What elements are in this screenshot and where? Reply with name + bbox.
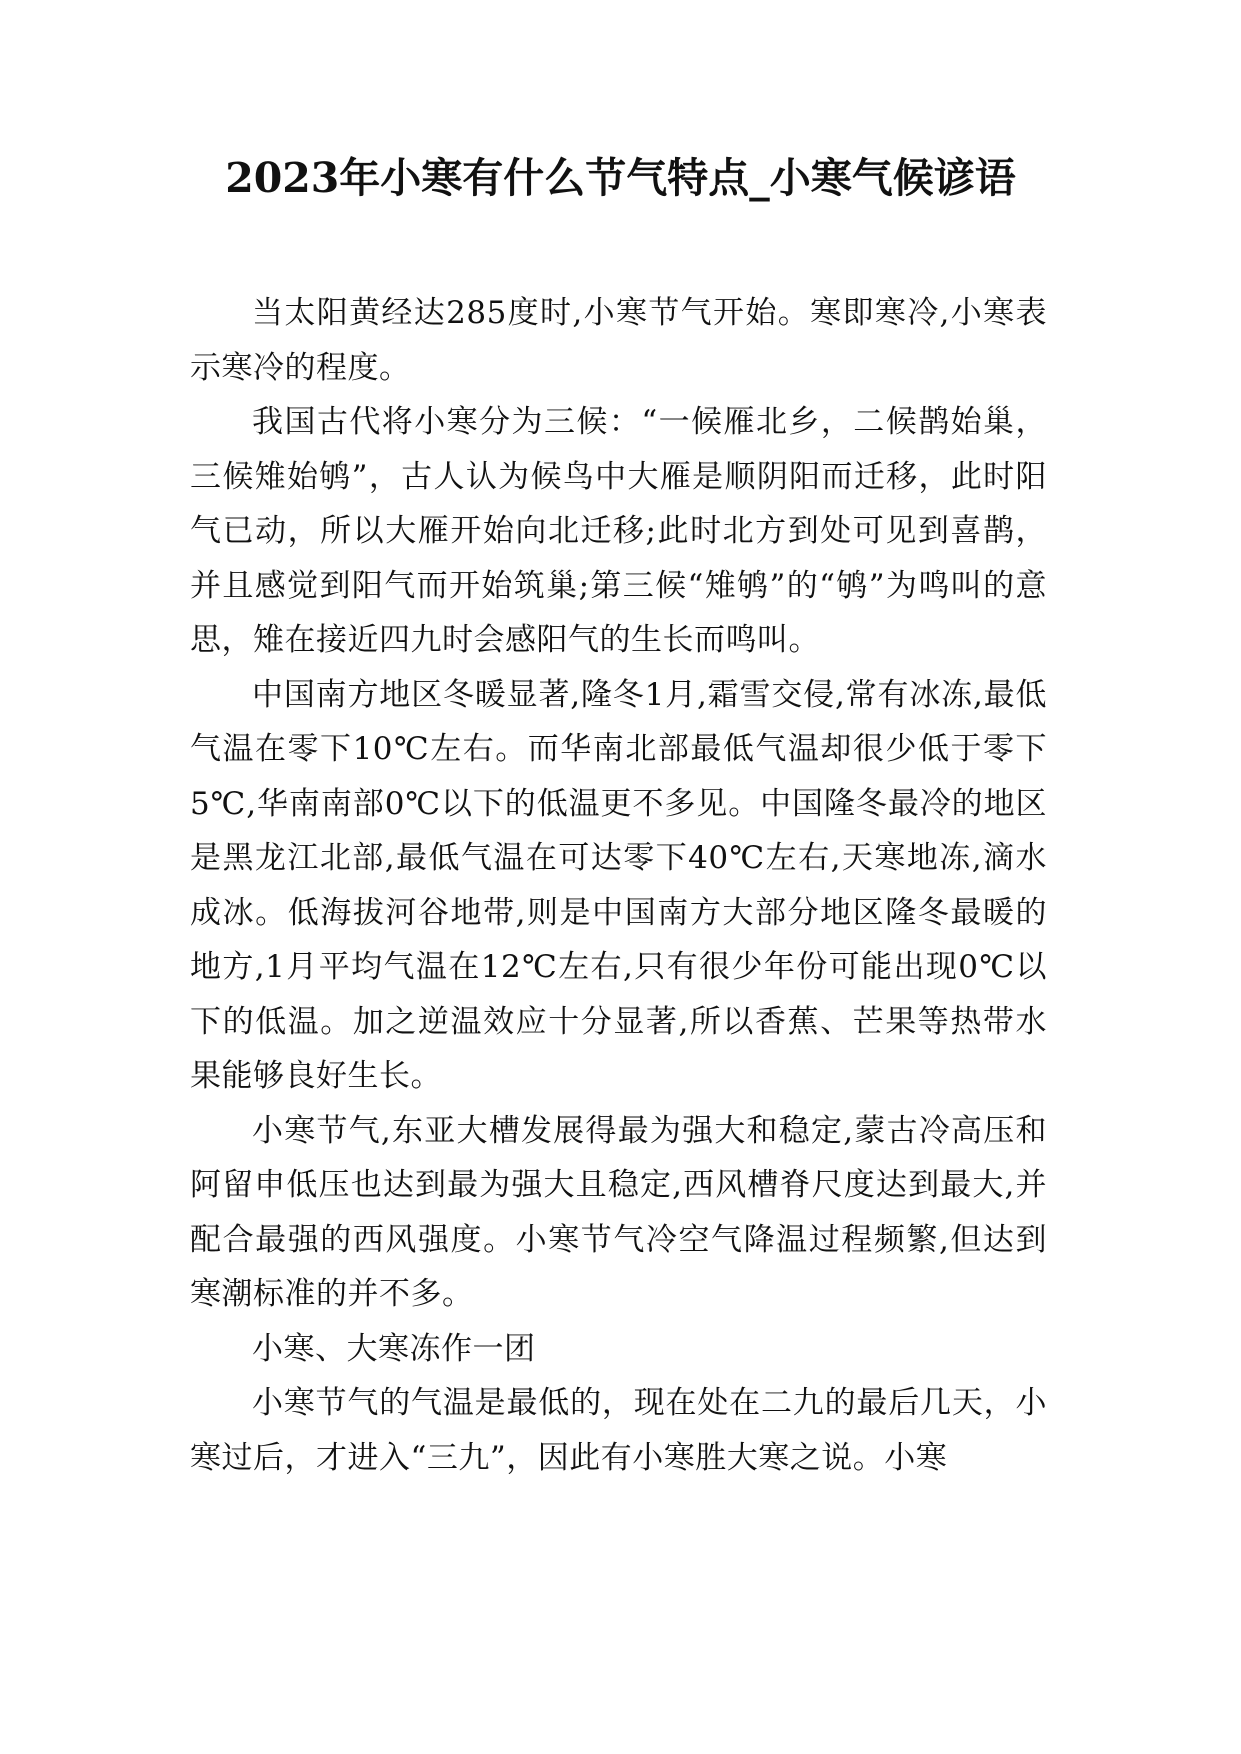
paragraph-proverb-text: 小寒节气的气温是最低的，现在处在二九的最后几天，小寒过后，才进入“三九”，因此有小寒胜大寒之说。小寒: [190, 1385, 1047, 1476]
document-body: [190, 286, 1047, 1485]
paragraph-proverb-heading: 小寒、大寒冻作一团: [252, 1330, 536, 1367]
document-title: 2023年小寒有什么节气特点_小寒气候谚语: [225, 154, 1016, 202]
paragraph-southern-climate: 中国南方地区冬暖显著,隆冬1月,霜雪交侵,常有冰冻,最低气温在零下10℃左右。而华南北部最低气温却很少低于零下5℃,华南南部0℃以下的低温更不多见。中国隆冬最冷的地区是黑龙江北部,最低气温在可达零下40℃左右,天寒地冻,滴水成冰。低海拔河谷地带,则是中国南方大部分地区隆冬最暖的地方,1月平均气温在12℃左右,只有很少年份可能出现0℃以下的低温。加之逆温效应十分显著,所以香蕉、芒果等热带水果能够良好生长。: [190, 676, 1047, 1094]
paragraph-circulation: 小寒节气,东亚大槽发展得最为强大和稳定,蒙古冷高压和阿留申低压也达到最为强大且稳定,西风槽脊尺度达到最大,并配合最强的西风强度。小寒节气冷空气降温过程频繁,但达到寒潮标准的并不多。: [190, 1112, 1047, 1312]
paragraph-solar-longitude: 当太阳黄经达285度时,小寒节气开始。寒即寒冷,小寒表示寒冷的程度。: [190, 295, 1047, 386]
paragraph-three-pentads: 我国古代将小寒分为三候：“一候雁北乡，二候鹊始巢，三候雉始鸲”，古人认为候鸟中大雁是顺阴阳而迁移，此时阳气已动，所以大雁开始向北迁移;此时北方到处可见到喜鹊，并且感觉到阳气而开始筑巢;第三候“雉鸲”的“鸲”为鸣叫的意思，雉在接近四九时会感阳气的生长而鸣叫。: [190, 404, 1047, 658]
